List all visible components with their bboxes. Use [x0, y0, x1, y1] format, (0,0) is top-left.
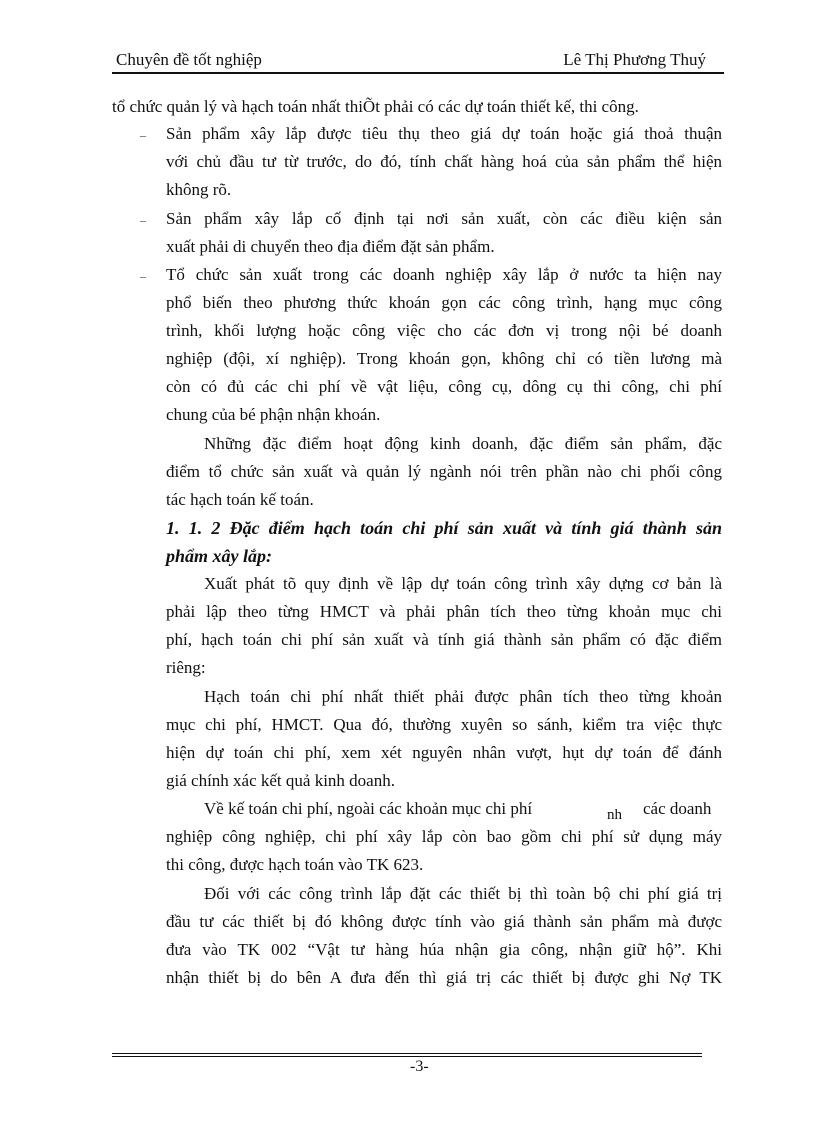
text-line: tác hạch toán kế toán.: [166, 490, 314, 509]
text-line: xuất phải di chuyển theo địa điểm đặt sản phẩm.: [166, 237, 495, 256]
section-heading: 1. 1. 2 Đặc điểm hạch toán chi phí sản xuất và tính giá thành sản: [166, 518, 722, 538]
text-line: hiện dự toán chi phí, xem xét nguyên nhân vượt, hụt dự toán để đánh: [166, 743, 722, 762]
footer-divider: [112, 1053, 702, 1057]
page-number: -3-: [410, 1058, 429, 1075]
text-line: riêng:: [166, 658, 206, 677]
header-title: Chuyên đề tốt nghiệp: [116, 50, 262, 69]
text-line: giá chính xác kết quả kinh doanh.: [166, 771, 395, 790]
text-line: trình, khối lượng hoặc công việc cho các đơn vị trong nội bé doanh: [166, 321, 722, 340]
text-line: đầu tư các thiết bị đó không được tính vào giá thành sản phẩm mà được: [166, 912, 722, 931]
text-line: đưa vào TK 002 “Vật tư hàng húa nhận gia công, nhận giữ hộ”. Khi: [166, 940, 722, 959]
text-line: các doanh: [643, 799, 712, 818]
text-line: Tổ chức sản xuất trong các doanh nghiệp xây lắp ở nước ta hiện nay: [166, 265, 722, 284]
header-divider: [112, 72, 724, 74]
text-fragment: nh: [607, 807, 622, 823]
text-line: Hạch toán chi phí nhất thiết phải được phân tích theo từng khoản: [204, 687, 722, 706]
text-line: phải lập theo từng HMCT và phải phân tích theo từng khoản mục chi: [166, 602, 722, 621]
text-line: Những đặc điểm hoạt động kinh doanh, đặc điểm sản phẩm, đặc: [204, 434, 722, 453]
text-line: chung của bé phận nhận khoán.: [166, 405, 381, 424]
text-line: tổ chức quản lý và hạch toán nhất thiÕt phải có các dự toán thiết kế, thi công.: [112, 97, 639, 116]
text-line: nhận thiết bị do bên A đưa đến thì giá trị các thiết bị được ghi Nợ TK: [166, 968, 722, 987]
text-line: còn có đủ các chi phí về vật liệu, công cụ, dông cụ thi công, chi phí: [166, 377, 722, 396]
text-line: Đối với các công trình lắp đặt các thiết bị thì toàn bộ chi phí giá trị: [204, 884, 722, 903]
text-line: thi công, được hạch toán vào TK 623.: [166, 855, 424, 874]
text-line: không rõ.: [166, 180, 232, 199]
text-line: với chủ đầu tư từ trước, do đó, tính chất hàng hoá của sản phẩm thể hiện: [166, 152, 722, 171]
text-line: mục chi phí, HMCT. Qua đó, thường xuyên so sánh, kiểm tra việc thực: [166, 715, 722, 734]
section-heading: phẩm xây lắp:: [166, 546, 272, 566]
bullet-dash-icon: –: [140, 128, 146, 142]
text-line: phí, hạch toán chi phí sản xuất và tính giá thành sản phẩm có đặc điểm: [166, 630, 722, 649]
header-author: Lê Thị Phương Thuý: [563, 50, 706, 69]
text-line: điểm tổ chức sản xuất và quản lý ngành nói trên phần nào chi phối công: [166, 462, 722, 481]
text-line: phổ biến theo phương thức khoán gọn các công trình, hạng mục công: [166, 293, 722, 312]
page-header: [112, 48, 724, 72]
bullet-dash-icon: –: [140, 213, 146, 227]
bullet-dash-icon: –: [140, 269, 146, 283]
text-line: Sản phẩm xây lắp cố định tại nơi sản xuất, còn các điều kiện sản: [166, 209, 722, 228]
text-line: nghiệp (đội, xí nghiệp). Trong khoán gọn, không chỉ có tiền lương mà: [166, 349, 722, 368]
text-line: Sản phẩm xây lắp được tiêu thụ theo giá dự toán hoặc giá thoả thuận: [166, 124, 722, 143]
text-line: Về kế toán chi phí, ngoài các khoản mục chi phí: [204, 799, 533, 818]
text-line: Xuất phát tõ quy định về lập dự toán công trình xây dựng cơ bản là: [204, 574, 722, 593]
text-line: nghiệp công nghiệp, chi phí xây lắp còn bao gồm chi phí sử dụng máy: [166, 827, 722, 846]
